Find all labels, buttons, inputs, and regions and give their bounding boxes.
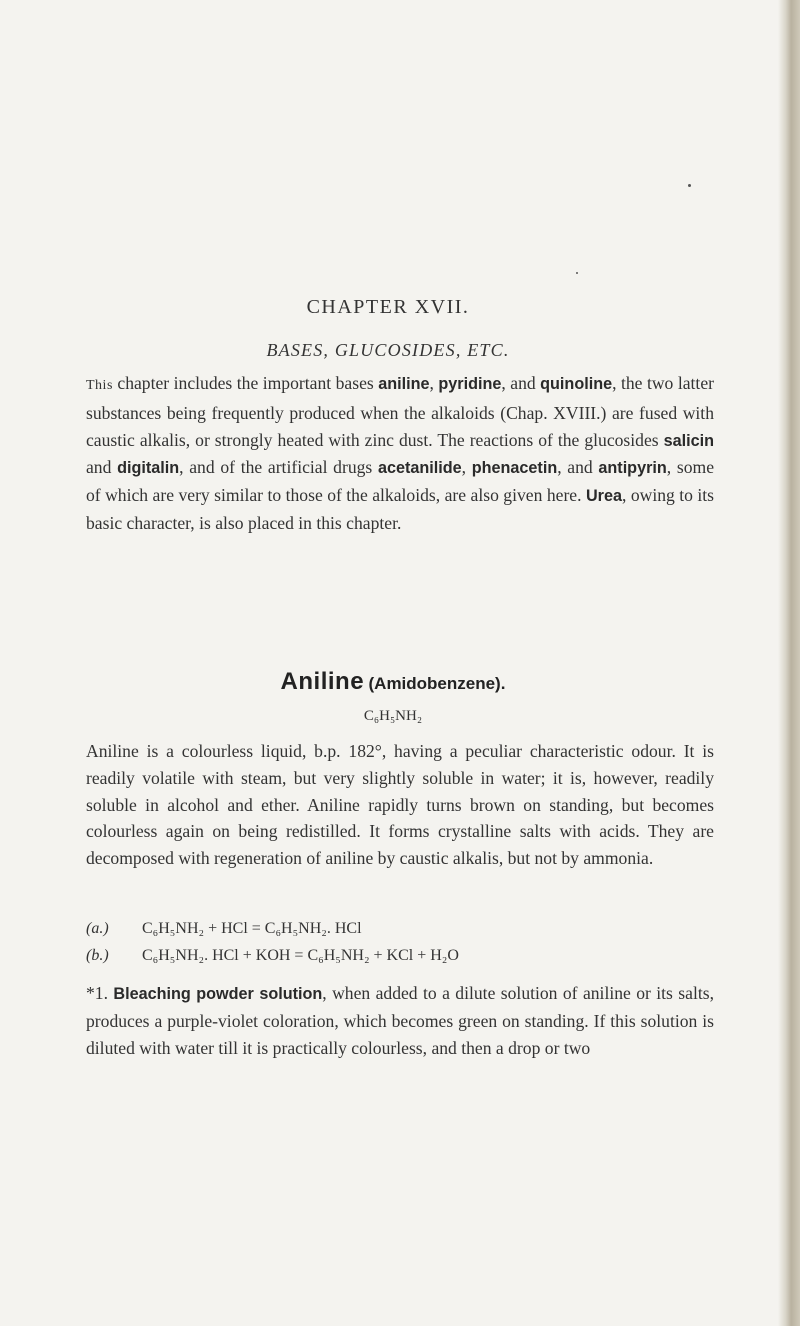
equation-b	[86, 947, 459, 965]
equation-text: C₆H₅NH₂ + HCl = C₆H₅NH₂. HCl	[142, 920, 362, 937]
equation-label: (a.)	[86, 920, 109, 937]
term-antipyrin: antipyrin	[598, 459, 667, 478]
term-salicin: salicin	[663, 431, 714, 450]
equation-a	[86, 920, 362, 938]
term-urea: Urea	[585, 487, 622, 506]
paper-speck	[688, 184, 691, 187]
test-bleaching-powder	[86, 980, 714, 1061]
test-title: Bleaching powder solution	[113, 985, 323, 1003]
aniline-heading-alias: (Amidobenzene).	[368, 674, 506, 693]
chapter-title: CHAPTER XVII.	[306, 296, 470, 318]
aniline-description: Aniline is a colourless liquid, b.p. 182°, having a peculiar characteristic odour. It is readily volatile with steam, but very slightly soluble in water; it is, however, readily soluble in alcohol and ether. Aniline rapidly turns brown on standing, but becomes colourless again on being redistilled. It forms crystalline salts with acids. They are decomposed with regeneration of aniline by caustic alkalis, but not by ammonia.	[86, 741, 714, 869]
test-number: *1.	[86, 983, 108, 1003]
term-digitalin: digitalin	[117, 459, 180, 478]
term-pyridine: pyridine	[438, 375, 502, 393]
aniline-formula: C₆H₅NH₂	[363, 708, 423, 724]
term-aniline: aniline	[378, 375, 430, 393]
section-subtitle: BASES, GLUCOSIDES, ETC.	[266, 340, 510, 360]
equation-text: C₆H₅NH₂. HCl + KOH = C₆H₅NH₂ + KCl + H₂O	[142, 947, 459, 964]
aniline-heading	[0, 668, 786, 696]
term-phenacetin: phenacetin	[471, 459, 558, 478]
intro-paragraph: This chapter includes the important bases aniline, pyridine, and quinoline, the two latter substances being frequently produced when the alkaloids (Chap. XVIII.) are fused with caustic alkalis, or strongly heated with zinc dust. The reactions of the glucosides salicin and digitalin, and of the artificial drugs acetanilide, phenacetin, and antipyrin, some of which are very similar to those of the alkaloids, are also given here. Urea, owing to its basic character, is also placed in this chapter.	[86, 373, 714, 533]
page-edge-shadow	[778, 0, 800, 1326]
term-acetanilide: acetanilide	[377, 459, 462, 478]
aniline-heading-title: Aniline	[280, 668, 365, 695]
test-text: , when added to a dilute solution of aniline or its salts, produces a purple-violet coloration, which becomes green on standing. If this solution is diluted with water till it is practically colourless, and then a drop or two	[86, 983, 714, 1058]
paper-speck	[576, 272, 578, 274]
term-quinoline: quinoline	[540, 375, 613, 393]
intro-lead-word: This	[86, 378, 113, 393]
equation-label: (b.)	[86, 947, 109, 964]
